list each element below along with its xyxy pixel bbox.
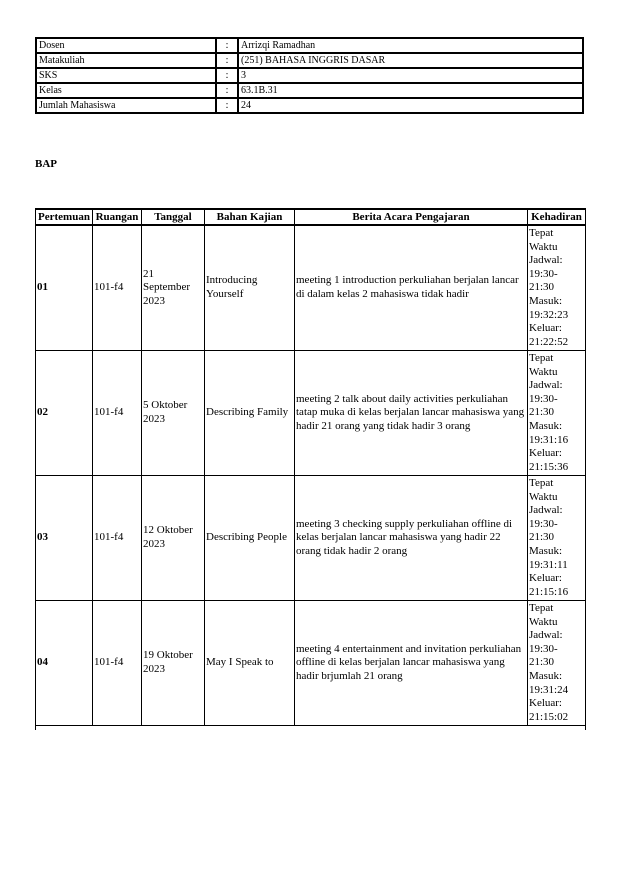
info-separator: : xyxy=(216,38,238,53)
ruangan-cell: 101-f4 xyxy=(93,225,142,351)
table-header-row xyxy=(36,209,586,225)
kehadiran-line: 21:30 xyxy=(529,281,555,294)
table-row xyxy=(36,476,586,601)
kehadiran-line: 19:31:11 xyxy=(529,558,568,571)
kehadiran-line: Waktu xyxy=(529,365,558,378)
info-value: 24 xyxy=(238,98,583,113)
column-header: Tanggal xyxy=(142,209,205,225)
berita-acara-cell: meeting 3 checking supply perkuliahan offline di kelas berjalan lancar mahasiswa yang hadir 22 orang tidak hadir 2 orang xyxy=(295,476,528,601)
info-row xyxy=(36,68,583,83)
kehadiran-line: 19:31:16 xyxy=(529,433,569,446)
continuation-cell xyxy=(295,726,528,731)
column-header: Kehadiran xyxy=(528,209,586,225)
column-header: Berita Acara Pengajaran xyxy=(295,209,528,225)
kehadiran-line: Keluar: xyxy=(529,322,562,335)
pertemuan-cell: 02 xyxy=(36,351,93,476)
kehadiran-line: Keluar: xyxy=(529,572,562,585)
kehadiran-line: Masuk: xyxy=(529,544,562,557)
kehadiran-cell xyxy=(528,225,586,351)
tanggal-cell: 5 Oktober 2023 xyxy=(142,351,205,476)
info-separator: : xyxy=(216,53,238,68)
kehadiran-line: 21:15:16 xyxy=(529,585,569,598)
kehadiran-line: Masuk: xyxy=(529,669,562,682)
kehadiran-line: 21:15:36 xyxy=(529,460,569,473)
kehadiran-line: Keluar: xyxy=(529,447,562,460)
kehadiran-cell xyxy=(528,601,586,726)
kehadiran-line: 19:30- xyxy=(529,642,558,655)
tanggal-cell: 12 Oktober 2023 xyxy=(142,476,205,601)
info-value: 63.1B.31 xyxy=(238,83,583,98)
info-row xyxy=(36,38,583,53)
kehadiran-line: 21:15:02 xyxy=(529,710,569,723)
column-header: Pertemuan xyxy=(36,209,93,225)
kehadiran-line: Tepat xyxy=(529,352,554,364)
bahan-kajian-cell: May I Speak to xyxy=(205,601,295,726)
course-info-table xyxy=(35,37,584,114)
kehadiran-line: 19:30- xyxy=(529,392,558,405)
kehadiran-line: 21:30 xyxy=(529,656,555,669)
section-title: BAP xyxy=(35,158,57,170)
info-value: (251) BAHASA INGGRIS DASAR xyxy=(238,53,583,68)
tanggal-cell: 19 Oktober 2023 xyxy=(142,601,205,726)
kehadiran-cell xyxy=(528,476,586,601)
info-label: Kelas xyxy=(36,83,216,98)
table-row xyxy=(36,601,586,726)
kehadiran-line: Jadwal: xyxy=(529,504,563,517)
bap-table xyxy=(35,208,586,730)
kehadiran-line: Waktu xyxy=(529,490,558,503)
berita-acara-cell: meeting 4 entertainment and invitation perkuliahan offline di kelas berjalan lancar mahasiswa yang hadir brjumlah 21 orang xyxy=(295,601,528,726)
tanggal-cell: 21 September 2023 xyxy=(142,225,205,351)
info-row xyxy=(36,83,583,98)
info-label: Jumlah Mahasiswa xyxy=(36,98,216,113)
kehadiran-line: 19:31:24 xyxy=(529,683,569,696)
ruangan-cell: 101-f4 xyxy=(93,601,142,726)
pertemuan-cell: 03 xyxy=(36,476,93,601)
pertemuan-cell: 01 xyxy=(36,225,93,351)
kehadiran-line: Tepat xyxy=(529,602,554,614)
info-separator: : xyxy=(216,68,238,83)
kehadiran-line: Jadwal: xyxy=(529,254,563,267)
table-continuation xyxy=(36,726,586,731)
info-label: Matakuliah xyxy=(36,53,216,68)
kehadiran-line: 21:30 xyxy=(529,531,555,544)
continuation-cell xyxy=(205,726,295,731)
bahan-kajian-cell: Introducing Yourself xyxy=(205,225,295,351)
berita-acara-cell: meeting 1 introduction perkuliahan berjalan lancar di dalam kelas 2 mahasiswa tidak hadir xyxy=(295,225,528,351)
kehadiran-line: 19:32:23 xyxy=(529,308,569,321)
kehadiran-line: Tepat xyxy=(529,227,554,239)
info-label: SKS xyxy=(36,68,216,83)
continuation-cell xyxy=(36,726,93,731)
kehadiran-cell xyxy=(528,351,586,476)
continuation-cell xyxy=(528,726,586,731)
kehadiran-line: Masuk: xyxy=(529,419,562,432)
info-value: 3 xyxy=(238,68,583,83)
table-row xyxy=(36,225,586,351)
bahan-kajian-cell: Describing People xyxy=(205,476,295,601)
info-separator: : xyxy=(216,98,238,113)
info-value: Arrizqi Ramadhan xyxy=(238,38,583,53)
kehadiran-line: 21:30 xyxy=(529,406,555,419)
info-row xyxy=(36,98,583,113)
kehadiran-line: Tepat xyxy=(529,477,554,489)
info-row xyxy=(36,53,583,68)
kehadiran-line: Jadwal: xyxy=(529,629,563,642)
info-label: Dosen xyxy=(36,38,216,53)
column-header: Bahan Kajian xyxy=(205,209,295,225)
column-header: Ruangan xyxy=(93,209,142,225)
bahan-kajian-cell: Describing Family xyxy=(205,351,295,476)
ruangan-cell: 101-f4 xyxy=(93,476,142,601)
kehadiran-line: 19:30- xyxy=(529,267,558,280)
ruangan-cell: 101-f4 xyxy=(93,351,142,476)
kehadiran-line: Keluar: xyxy=(529,697,562,710)
kehadiran-line: 21:22:52 xyxy=(529,335,569,348)
kehadiran-line: Jadwal: xyxy=(529,379,563,392)
berita-acara-cell: meeting 2 talk about daily activities perkuliahan tatap muka di kelas berjalan lancar mahasiswa yang hadir 21 orang yang tidak hadir 3 orang xyxy=(295,351,528,476)
info-separator: : xyxy=(216,83,238,98)
pertemuan-cell: 04 xyxy=(36,601,93,726)
kehadiran-line: 19:30- xyxy=(529,517,558,530)
kehadiran-line: Waktu xyxy=(529,240,558,253)
table-row xyxy=(36,351,586,476)
continuation-cell xyxy=(142,726,205,731)
kehadiran-line: Waktu xyxy=(529,615,558,628)
continuation-cell xyxy=(93,726,142,731)
kehadiran-line: Masuk: xyxy=(529,294,562,307)
